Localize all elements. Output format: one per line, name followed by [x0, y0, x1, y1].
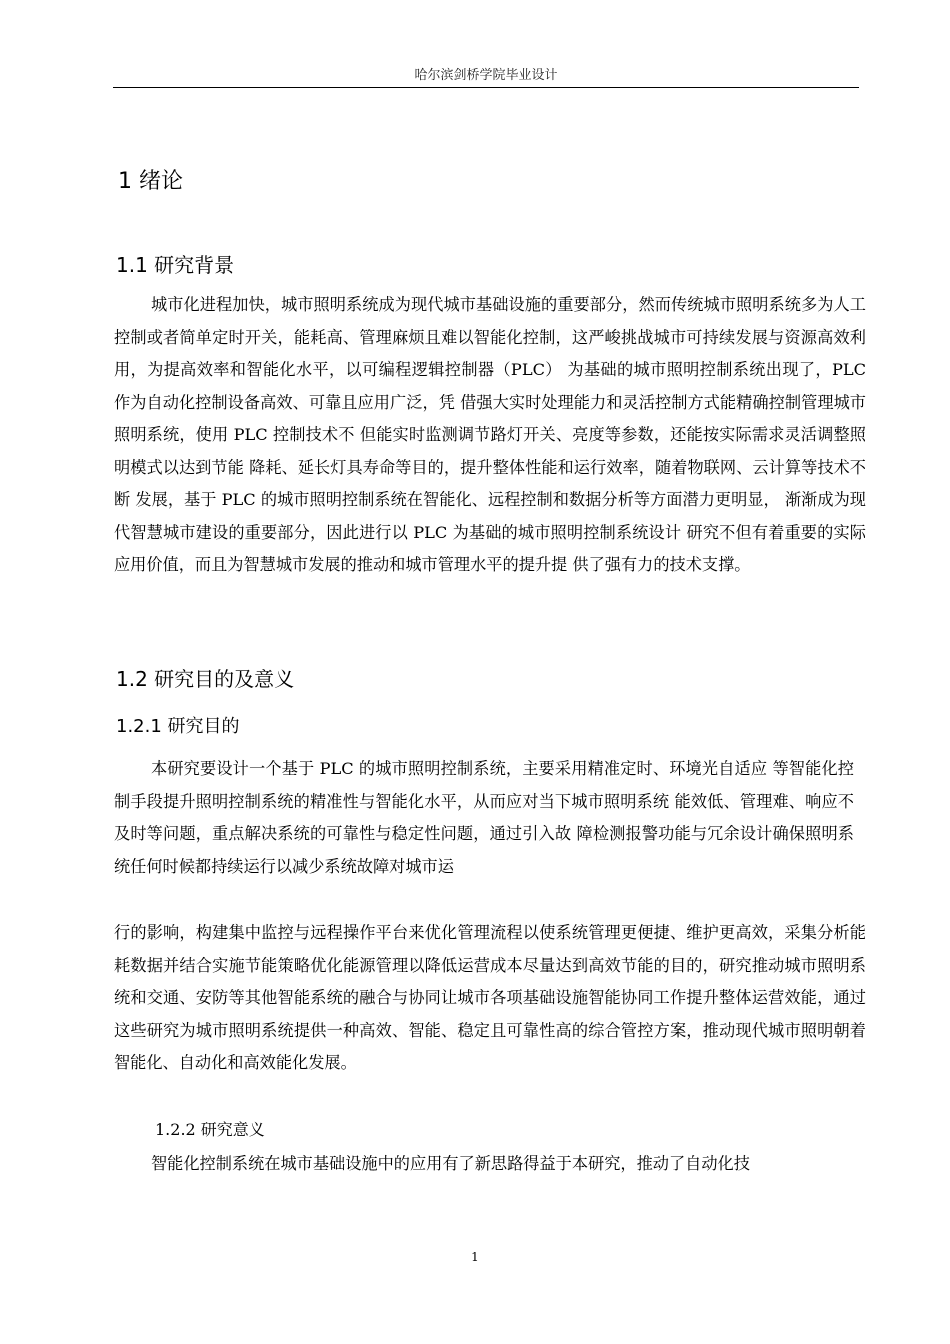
background-paragraph: 城市化进程加快，城市照明系统成为现代城市基础设施的重要部分，然而传统城市照明系统多为人工控制或者简单定时开关，能耗高、管理麻烦且难以智能化控制，这严峻挑战城市可持续发展与资源高效利用，为提高效率和智能化水平，以可编程逻辑控制器（PLC） 为基础的城市照明控制系统出现了，PLC 作为自动化控制设备高效、可靠且应用广泛，凭 借强大实时处理能力和灵活控制方式能精确控制管理城市照明系统，使用 PLC 控制技术不 但能实时监测调节路灯开关、亮度等参数，还能按实际需求灵活调整照明模式以达到节能 降耗、延长灯具寿命等目的，提升整体性能和运行效率，随着物联网、云计算等技术不断 发展，基于 PLC 的城市照明控制系统在智能化、远程控制和数据分析等方面潜力更明显， 渐渐成为现代智慧城市建设的重要部分，因此进行以 PLC 为基础的城市照明控制系统设计 研究不但有着重要的实际应用价值，而且为智慧城市发展的推动和城市管理水平的提升提 供了强有力的技术支撑。	[114, 295, 866, 574]
header-divider	[113, 87, 859, 88]
subsection-heading-significance: 1.2.2 研究意义	[155, 1120, 265, 1139]
section-heading-purpose-significance: 1.2 研究目的及意义	[116, 667, 295, 691]
section-heading-background: 1.1 研究背景	[116, 253, 235, 277]
subsection-heading-purpose: 1.2.1 研究目的	[116, 716, 240, 737]
page-number: 1	[471, 1250, 479, 1264]
page-header: 哈尔滨剑桥学院毕业设计	[414, 68, 558, 83]
purpose-paragraph-part-1: 本研究要设计一个基于 PLC 的城市照明控制系统，主要采用精准定时、环境光自适应 等智能化控制手段提升照明控制系统的精准性与智能化水平，从而应对当下城市照明系统 能效低、管理难、响应不及时等问题，重点解决系统的可靠性与稳定性问题，通过引入故 障检测报警功能与冗余设计确保照明系统任何时候都持续运行以减少系统故障对城市运	[114, 759, 854, 876]
chapter-heading: 1 绪论	[118, 169, 183, 194]
significance-paragraph: 智能化控制系统在城市基础设施中的应用有了新思路得益于本研究，推动了自动化技	[151, 1154, 750, 1173]
purpose-paragraph-part-2: 行的影响，构建集中监控与远程操作平台来优化管理流程以使系统管理更便捷、维护更高效，采集分析能耗数据并结合实施节能策略优化能源管理以降低运营成本尽量达到高效节能的目的，研究推动城市照明系统和交通、安防等其他智能系统的融合与协同让城市各项基础设施智能协同工作提升整体运营效能，通过这些研究为城市照明系统提供一种高效、智能、稳定且可靠性高的综合管控方案，推动现代城市照明朝着智能化、自动化和高效能化发展。	[114, 923, 866, 1072]
